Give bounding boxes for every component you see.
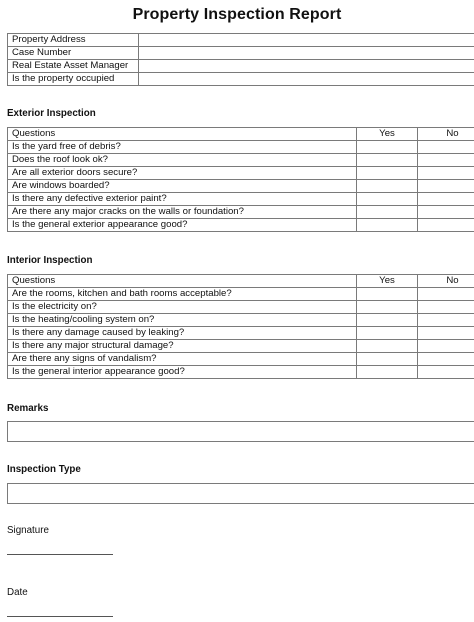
no-cell[interactable]	[418, 301, 474, 314]
date-label: Date	[7, 587, 28, 598]
yes-cell[interactable]	[357, 353, 418, 366]
no-cell[interactable]	[418, 219, 474, 232]
yes-cell[interactable]	[357, 327, 418, 340]
questions-header: Questions	[8, 128, 357, 141]
question-text: Is the general interior appearance good?	[8, 366, 357, 379]
table-row	[8, 34, 474, 47]
table-row	[8, 60, 474, 73]
question-text: Is the electricity on?	[8, 301, 357, 314]
question-text: Are windows boarded?	[8, 180, 357, 193]
interior-table	[7, 274, 474, 379]
no-cell[interactable]	[418, 327, 474, 340]
no-cell[interactable]	[418, 366, 474, 379]
table-row	[8, 314, 474, 327]
no-header: No	[418, 128, 474, 141]
inspection-type-field[interactable]	[7, 483, 474, 504]
question-text: Is the heating/cooling system on?	[8, 314, 357, 327]
table-row	[8, 327, 474, 340]
property-address-field[interactable]	[139, 34, 474, 47]
exterior-heading: Exterior Inspection	[7, 108, 96, 119]
table-row	[8, 301, 474, 314]
table-row	[8, 141, 474, 154]
table-row	[8, 340, 474, 353]
yes-cell[interactable]	[357, 219, 418, 232]
property-info-table	[7, 33, 474, 86]
question-text: Is the yard free of debris?	[8, 141, 357, 154]
remarks-label: Remarks	[7, 403, 49, 414]
remarks-field[interactable]	[7, 421, 474, 442]
document-title: Property Inspection Report	[132, 6, 342, 23]
case-number-label: Case Number	[8, 47, 139, 60]
yes-cell[interactable]	[357, 206, 418, 219]
yes-cell[interactable]	[357, 167, 418, 180]
no-cell[interactable]	[418, 180, 474, 193]
table-row	[8, 193, 474, 206]
question-text: Are all exterior doors secure?	[8, 167, 357, 180]
no-cell[interactable]	[418, 206, 474, 219]
no-cell[interactable]	[418, 353, 474, 366]
yes-cell[interactable]	[357, 180, 418, 193]
yes-cell[interactable]	[357, 314, 418, 327]
property-address-label: Property Address	[8, 34, 139, 47]
asset-manager-field[interactable]	[139, 60, 474, 73]
yes-cell[interactable]	[357, 366, 418, 379]
question-text: Is there any defective exterior paint?	[8, 193, 357, 206]
date-line[interactable]	[7, 616, 113, 617]
yes-cell[interactable]	[357, 141, 418, 154]
table-row	[8, 180, 474, 193]
yes-cell[interactable]	[357, 288, 418, 301]
yes-cell[interactable]	[357, 193, 418, 206]
yes-cell[interactable]	[357, 340, 418, 353]
table-header-row	[8, 128, 474, 141]
table-row	[8, 288, 474, 301]
yes-cell[interactable]	[357, 301, 418, 314]
table-row	[8, 167, 474, 180]
table-row	[8, 353, 474, 366]
no-cell[interactable]	[418, 154, 474, 167]
exterior-table	[7, 127, 474, 232]
yes-header: Yes	[357, 275, 418, 288]
table-row	[8, 366, 474, 379]
case-number-field[interactable]	[139, 47, 474, 60]
question-text: Is the general exterior appearance good?	[8, 219, 357, 232]
no-cell[interactable]	[418, 193, 474, 206]
no-header: No	[418, 275, 474, 288]
questions-header: Questions	[8, 275, 357, 288]
signature-label: Signature	[7, 525, 49, 536]
no-cell[interactable]	[418, 340, 474, 353]
question-text: Are there any major cracks on the walls or foundation?	[8, 206, 357, 219]
question-text: Is there any major structural damage?	[8, 340, 357, 353]
signature-line[interactable]	[7, 554, 113, 555]
no-cell[interactable]	[418, 288, 474, 301]
question-text: Is there any damage caused by leaking?	[8, 327, 357, 340]
table-row	[8, 47, 474, 60]
table-row	[8, 154, 474, 167]
no-cell[interactable]	[418, 167, 474, 180]
question-text: Are there any signs of vandalism?	[8, 353, 357, 366]
table-row	[8, 73, 474, 86]
table-row	[8, 219, 474, 232]
question-text: Are the rooms, kitchen and bath rooms acceptable?	[8, 288, 357, 301]
yes-cell[interactable]	[357, 154, 418, 167]
property-occupied-label: Is the property occupied	[8, 73, 139, 86]
inspection-type-label: Inspection Type	[7, 464, 81, 475]
interior-heading: Interior Inspection	[7, 255, 93, 266]
table-row	[8, 206, 474, 219]
no-cell[interactable]	[418, 141, 474, 154]
question-text: Does the roof look ok?	[8, 154, 357, 167]
property-occupied-field[interactable]	[139, 73, 474, 86]
asset-manager-label: Real Estate Asset Manager	[8, 60, 139, 73]
table-header-row	[8, 275, 474, 288]
yes-header: Yes	[357, 128, 418, 141]
no-cell[interactable]	[418, 314, 474, 327]
